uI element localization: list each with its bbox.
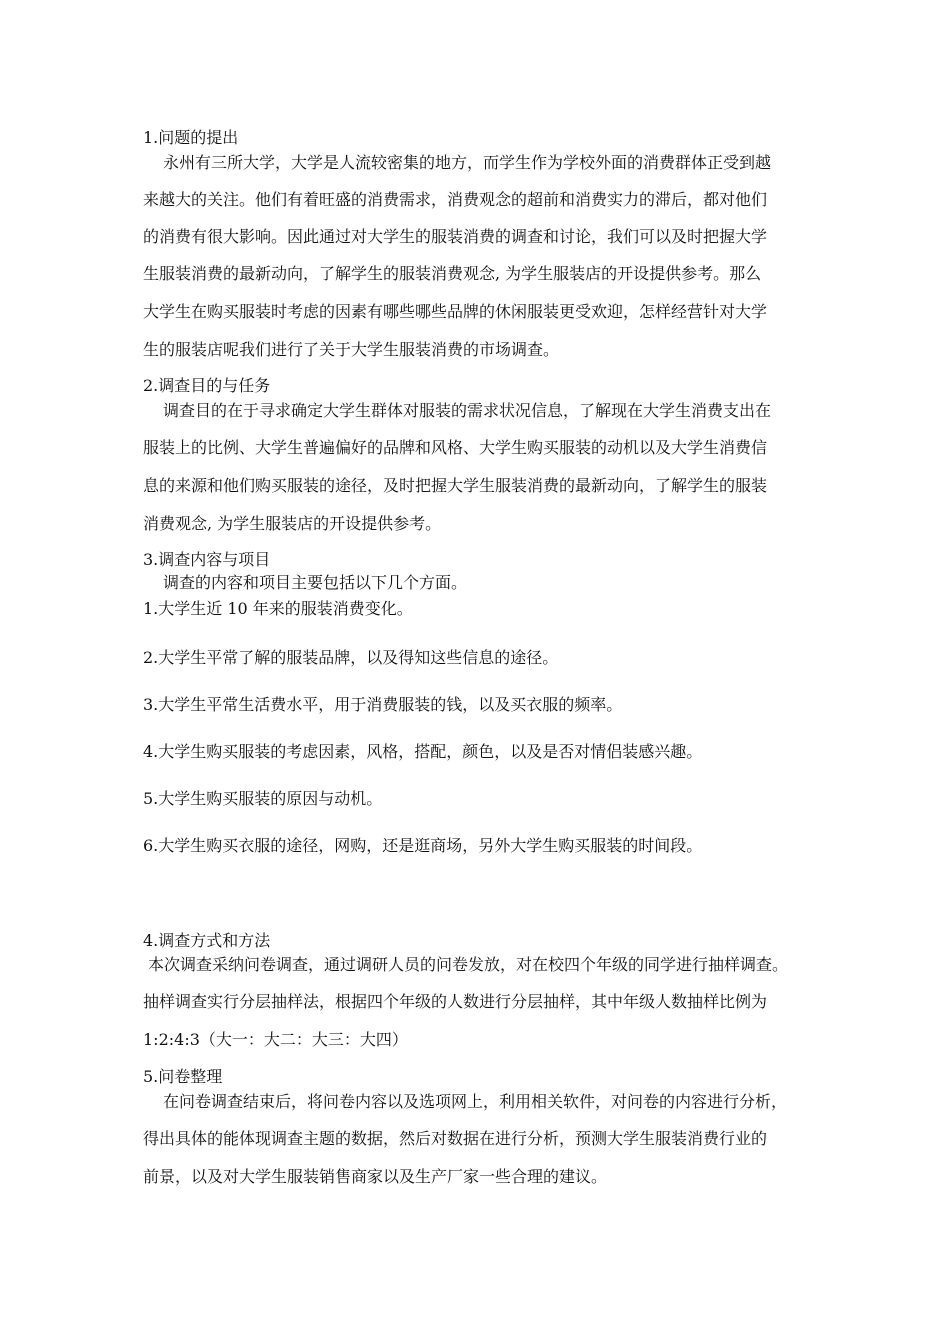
section-intro: 调查的内容和项目主要包括以下几个方面。 [163, 573, 468, 592]
paragraph-line: 得出具体的能体现调查主题的数据，然后对数据在进行分析，预测大学生服装消费行业的 [143, 1129, 768, 1148]
section-heading: 3.调查内容与项目 [143, 550, 271, 569]
paragraph-line: 大学生在购买服装时考虑的因素有哪些哪些品牌的休闲服装更受欢迎，怎样经营针对大学 [143, 302, 768, 321]
paragraph-line: 调查目的在于寻求确定大学生群体对服装的需求状况信息，了解现在大学生消费支出在 [163, 401, 772, 420]
paragraph-line: 永州有三所大学，大学是人流较密集的地方，而学生作为学校外面的消费群体正受到越 [163, 153, 772, 172]
paragraph-line: 的消费有很大影响。因此通过对大学生的服装消费的调查和讨论，我们可以及时把握大学 [143, 227, 768, 246]
paragraph-line: 来越大的关注。他们有着旺盛的消费需求，消费观念的超前和消费实力的滞后，都对他们 [143, 190, 768, 209]
list-item: 1.大学生近 10 年来的服装消费变化。 [143, 599, 413, 618]
list-item: 3.大学生平常生活费水平，用于消费服装的钱，以及买衣服的频率。 [143, 695, 623, 714]
list-item: 6.大学生购买衣服的途径，网购，还是逛商场，另外大学生购买服装的时间段。 [143, 836, 703, 855]
paragraph-line: 抽样调查实行分层抽样法，根据四个年级的人数进行分层抽样，其中年级人数抽样比例为 [143, 992, 768, 1011]
list-item: 4.大学生购买服装的考虑因素，风格，搭配，颜色，以及是否对情侣装感兴趣。 [143, 742, 703, 761]
list-item: 2.大学生平常了解的服装品牌，以及得知这些信息的途径。 [143, 648, 559, 667]
section-heading: 2.调查目的与任务 [143, 376, 271, 395]
paragraph-line: 息的来源和他们购买服装的途径，及时把握大学生服装消费的最新动向，了解学生的服装 [143, 476, 768, 495]
paragraph-line: 前景，以及对大学生服装销售商家以及生产厂家一些合理的建议。 [143, 1167, 608, 1186]
paragraph-line: 生的服装店呢我们进行了关于大学生服装消费的市场调查。 [143, 340, 560, 359]
list-item: 5.大学生购买服装的原因与动机。 [143, 789, 383, 808]
paragraph-line: 消费观念, 为学生服装店的开设提供参考。 [143, 514, 442, 533]
section-heading: 1.问题的提出 [143, 128, 239, 147]
paragraph-line: 生服装消费的最新动向，了解学生的服装消费观念, 为学生服装店的开设提供参考。那么 [143, 264, 762, 283]
paragraph-line: 本次调查采纳问卷调查，通过调研人员的问卷发放，对在校四个年级的同学进行抽样调查。 [148, 955, 789, 974]
section-heading: 4.调查方式和方法 [143, 931, 271, 950]
section-heading: 5.问卷整理 [143, 1067, 223, 1086]
paragraph-line: 在问卷调查结束后，将问卷内容以及选项网上，利用相关软件，对问卷的内容进行分析， [163, 1092, 788, 1111]
paragraph-line: 服装上的比例、大学生普遍偏好的品牌和风格、大学生购买服装的动机以及大学生消费信 [143, 438, 768, 457]
paragraph-line: 1:2:4:3（大一：大二：大三：大四） [143, 1030, 408, 1049]
